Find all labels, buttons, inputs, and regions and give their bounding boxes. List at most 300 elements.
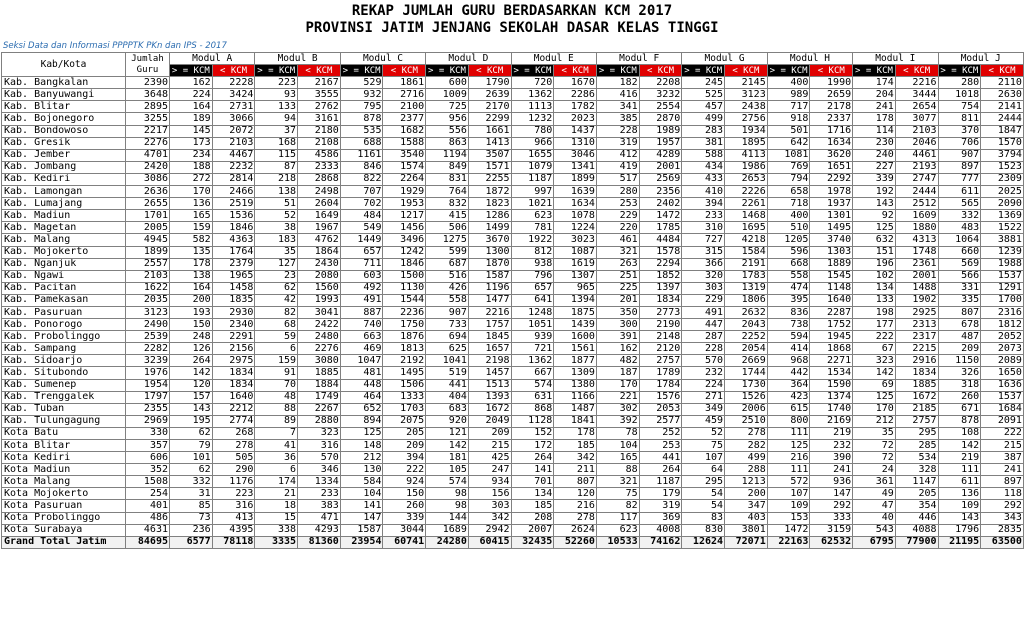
value-lt-kcm: 4762 [298,234,341,246]
value-lt-kcm: 290 [212,464,255,476]
value-ge-kcm: 832 [426,198,469,210]
value-lt-kcm: 120 [554,488,597,500]
header-ge-kcm: > = KCM [767,65,810,77]
value-ge-kcm: 448 [340,379,383,391]
value-ge-kcm: 701 [511,476,554,488]
value-ge-kcm: 350 [596,306,639,318]
value-lt-kcm: 1439 [554,319,597,331]
value-ge-kcm: 410 [682,186,725,198]
header-ge-kcm: > = KCM [255,65,298,77]
value-ge-kcm: 652 [340,403,383,415]
value-ge-kcm: 189 [170,113,213,125]
value-lt-kcm: 2287 [810,306,853,318]
value-ge-kcm: 125 [853,222,896,234]
value-lt-kcm: 2267 [298,403,341,415]
value-ge-kcm: 499 [682,113,725,125]
value-lt-kcm: 241 [981,464,1024,476]
grand-total-row [2,536,1024,548]
value-ge-kcm: 1275 [426,234,469,246]
value-lt-kcm: 2120 [639,343,682,355]
table-row [2,234,1024,246]
value-ge-kcm: 794 [767,173,810,185]
value-ge-kcm: 315 [682,246,725,258]
table-row [2,173,1024,185]
value-ge-kcm: 228 [596,125,639,137]
value-lt-kcm: 1885 [895,379,938,391]
value-lt-kcm: 1341 [554,161,597,173]
value-lt-kcm: 52260 [554,536,597,548]
region-name: Kab. Tuban [2,403,126,415]
value-lt-kcm: 150 [383,488,426,500]
value-lt-kcm: 2276 [298,343,341,355]
value-ge-kcm: 152 [511,427,554,439]
value-ge-kcm: 178 [853,113,896,125]
value-ge-kcm: 878 [340,113,383,125]
value-lt-kcm: 2286 [554,89,597,101]
value-ge-kcm: 170 [853,403,896,415]
value-ge-kcm: 938 [511,258,554,270]
value-ge-kcm: 800 [767,415,810,427]
value-lt-kcm: 2340 [212,319,255,331]
total-teachers: 330 [126,427,170,439]
value-ge-kcm: 725 [426,101,469,113]
value-lt-kcm: 2075 [383,415,426,427]
table-row [2,452,1024,464]
value-ge-kcm: 1922 [511,234,554,246]
value-lt-kcm: 1965 [212,270,255,282]
value-lt-kcm: 1310 [554,137,597,149]
value-ge-kcm: 1051 [511,319,554,331]
value-ge-kcm: 968 [767,355,810,367]
value-lt-kcm: 1307 [554,270,597,282]
value-lt-kcm: 1544 [383,294,426,306]
total-teachers: 2557 [126,258,170,270]
value-lt-kcm: 2299 [468,113,511,125]
value-ge-kcm: 18 [255,500,298,512]
value-lt-kcm: 2001 [895,270,938,282]
value-lt-kcm: 264 [639,464,682,476]
value-lt-kcm: 1301 [810,210,853,222]
value-ge-kcm: 487 [938,331,981,343]
value-lt-kcm: 1744 [725,367,768,379]
value-ge-kcm: 6 [255,343,298,355]
value-ge-kcm: 370 [938,125,981,137]
value-lt-kcm: 1456 [383,222,426,234]
value-lt-kcm: 2091 [981,415,1024,427]
value-lt-kcm: 4008 [639,524,682,536]
value-ge-kcm: 64 [682,464,725,476]
value-lt-kcm: 1499 [468,222,511,234]
value-ge-kcm: 738 [767,319,810,331]
value-ge-kcm: 878 [938,415,981,427]
value-lt-kcm: 1945 [810,331,853,343]
value-lt-kcm: 1374 [810,391,853,403]
value-lt-kcm: 1957 [639,137,682,149]
value-lt-kcm: 2773 [639,306,682,318]
value-ge-kcm: 506 [426,222,469,234]
value-ge-kcm: 111 [767,464,810,476]
value-ge-kcm: 822 [340,173,383,185]
value-lt-kcm: 4467 [212,149,255,161]
value-lt-kcm: 4113 [725,149,768,161]
value-lt-kcm: 1333 [383,391,426,403]
value-lt-kcm: 1812 [981,319,1024,331]
value-ge-kcm: 38 [255,222,298,234]
header-jumlah-guru: Jumlah Guru [126,53,170,77]
value-ge-kcm: 42 [255,294,298,306]
value-lt-kcm: 2023 [554,113,597,125]
value-lt-kcm: 3540 [383,149,426,161]
value-ge-kcm: 412 [596,149,639,161]
total-teachers: 2005 [126,222,170,234]
value-ge-kcm: 907 [426,306,469,318]
value-lt-kcm: 1978 [810,186,853,198]
value-ge-kcm: 1449 [340,234,383,246]
value-lt-kcm: 343 [981,512,1024,524]
value-lt-kcm: 1967 [298,222,341,234]
region-name: Kab. Sampang [2,343,126,355]
value-lt-kcm: 3046 [554,149,597,161]
total-teachers: 1622 [126,282,170,294]
value-lt-kcm: 1147 [895,476,938,488]
table-row [2,355,1024,367]
header-module-8: Modul I [853,53,938,65]
value-ge-kcm: 632 [853,234,896,246]
value-lt-kcm: 936 [810,476,853,488]
value-ge-kcm: 623 [511,210,554,222]
value-ge-kcm: 321 [596,246,639,258]
value-lt-kcm: 2191 [725,258,768,270]
value-ge-kcm: 558 [767,270,810,282]
value-ge-kcm: 23 [255,270,298,282]
total-teachers: 2895 [126,101,170,113]
value-ge-kcm: 6577 [170,536,213,548]
value-lt-kcm: 216 [554,500,597,512]
value-ge-kcm: 310 [682,222,725,234]
value-ge-kcm: 212 [340,452,383,464]
value-lt-kcm: 1286 [468,210,511,222]
value-ge-kcm: 222 [853,331,896,343]
value-ge-kcm: 419 [596,161,639,173]
value-lt-kcm: 2757 [895,415,938,427]
value-ge-kcm: 201 [596,294,639,306]
value-ge-kcm: 1041 [426,355,469,367]
value-lt-kcm: 2653 [725,173,768,185]
value-ge-kcm: 221 [596,391,639,403]
value-lt-kcm: 292 [981,500,1024,512]
header-module-1: Modul B [255,53,340,65]
value-lt-kcm: 316 [298,440,341,452]
value-lt-kcm: 1619 [554,258,597,270]
value-ge-kcm: 831 [426,173,469,185]
value-lt-kcm: 2624 [554,524,597,536]
value-ge-kcm: 939 [511,331,554,343]
value-lt-kcm: 3555 [298,89,341,101]
table-row [2,427,1024,439]
value-ge-kcm: 603 [340,270,383,282]
value-ge-kcm: 1018 [938,89,981,101]
value-ge-kcm: 887 [340,306,383,318]
value-ge-kcm: 192 [853,186,896,198]
value-ge-kcm: 164 [170,282,213,294]
value-lt-kcm: 1750 [383,319,426,331]
value-lt-kcm: 2072 [212,125,255,137]
value-ge-kcm: 125 [853,391,896,403]
value-ge-kcm: 228 [682,343,725,355]
value-lt-kcm: 2870 [639,113,682,125]
value-ge-kcm: 519 [426,367,469,379]
value-lt-kcm: 1885 [298,367,341,379]
value-ge-kcm: 23954 [340,536,383,548]
value-ge-kcm: 37 [255,125,298,137]
value-ge-kcm: 72 [853,440,896,452]
value-lt-kcm: 354 [895,500,938,512]
value-lt-kcm: 2333 [298,161,341,173]
value-ge-kcm: 1232 [511,113,554,125]
value-lt-kcm: 215 [468,440,511,452]
value-ge-kcm: 385 [596,113,639,125]
value-lt-kcm: 2156 [212,343,255,355]
value-ge-kcm: 657 [511,282,554,294]
value-ge-kcm: 24 [853,464,896,476]
table-row [2,403,1024,415]
value-lt-kcm: 1560 [298,282,341,294]
value-ge-kcm: 588 [682,149,725,161]
region-name: Kab. Bojonegoro [2,113,126,125]
value-lt-kcm: 2916 [895,355,938,367]
value-lt-kcm: 1834 [639,294,682,306]
value-ge-kcm: 6 [255,464,298,476]
value-lt-kcm: 1500 [383,270,426,282]
value-lt-kcm: 1852 [639,270,682,282]
value-lt-kcm: 1895 [725,137,768,149]
value-ge-kcm: 447 [682,319,725,331]
value-ge-kcm: 1689 [426,524,469,536]
value-lt-kcm: 156 [468,488,511,500]
value-lt-kcm: 209 [383,440,426,452]
total-teachers: 352 [126,464,170,476]
value-lt-kcm: 1576 [639,391,682,403]
header-lt-kcm: < KCM [895,65,938,77]
value-ge-kcm: 185 [511,500,554,512]
value-lt-kcm: 3159 [810,524,853,536]
value-lt-kcm: 342 [468,512,511,524]
value-ge-kcm: 248 [170,331,213,343]
value-lt-kcm: 2942 [468,524,511,536]
value-lt-kcm: 403 [725,512,768,524]
value-ge-kcm: 98 [426,500,469,512]
value-ge-kcm: 105 [426,464,469,476]
value-lt-kcm: 1872 [468,186,511,198]
value-lt-kcm: 2554 [639,101,682,113]
value-ge-kcm: 966 [511,137,554,149]
value-lt-kcm: 2480 [298,331,341,343]
value-ge-kcm: 339 [853,173,896,185]
value-lt-kcm: 1757 [468,319,511,331]
value-ge-kcm: 754 [938,101,981,113]
value-ge-kcm: 52 [682,427,725,439]
value-ge-kcm: 740 [340,319,383,331]
value-ge-kcm: 225 [596,282,639,294]
value-ge-kcm: 416 [596,89,639,101]
value-lt-kcm: 1834 [212,379,255,391]
region-name: Kab. Blitar [2,101,126,113]
page-subtitle: PROVINSI JATIM JENJANG SEKOLAH DASAR KELAS TINGGI [305,20,719,36]
value-ge-kcm: 224 [682,379,725,391]
value-ge-kcm: 897 [938,161,981,173]
total-teachers: 2035 [126,294,170,306]
value-lt-kcm: 1989 [639,125,682,137]
value-ge-kcm: 51 [255,198,298,210]
value-ge-kcm: 1472 [767,524,810,536]
value-ge-kcm: 1187 [511,173,554,185]
value-lt-kcm: 394 [383,452,426,464]
value-ge-kcm: 1161 [340,149,383,161]
value-lt-kcm: 2774 [212,415,255,427]
value-ge-kcm: 170 [596,379,639,391]
total-teachers: 2390 [126,77,170,89]
value-lt-kcm: 3670 [468,234,511,246]
value-lt-kcm: 2226 [725,186,768,198]
region-name: Kab. Gresik [2,137,126,149]
value-ge-kcm: 720 [511,77,554,89]
header-module-0: Modul A [170,53,255,65]
value-lt-kcm: 2089 [981,355,1024,367]
region-name: Kab. Bondowoso [2,125,126,137]
value-lt-kcm: 1670 [554,77,597,89]
value-ge-kcm: 15 [255,512,298,524]
value-lt-kcm: 1953 [383,198,426,210]
total-teachers: 3123 [126,306,170,318]
region-name: Kab. Pamekasan [2,294,126,306]
value-ge-kcm: 147 [340,512,383,524]
value-lt-kcm: 383 [298,500,341,512]
value-lt-kcm: 1783 [725,270,768,282]
region-name: Kota Kediri [2,452,126,464]
table-body [2,77,1024,549]
value-lt-kcm: 2356 [639,186,682,198]
table-row [2,101,1024,113]
value-lt-kcm: 1864 [298,246,341,258]
value-lt-kcm: 319 [639,500,682,512]
value-ge-kcm: 1362 [511,89,554,101]
value-ge-kcm: 623 [596,524,639,536]
value-ge-kcm: 114 [853,125,896,137]
value-lt-kcm: 2577 [639,415,682,427]
value-ge-kcm: 144 [426,512,469,524]
value-lt-kcm: 965 [554,282,597,294]
region-name: Kota Blitar [2,440,126,452]
value-lt-kcm: 346 [298,464,341,476]
table-row [2,125,1024,137]
value-lt-kcm: 2716 [383,89,426,101]
value-lt-kcm: 60415 [468,536,511,548]
total-teachers: 2636 [126,186,170,198]
value-lt-kcm: 2212 [212,403,255,415]
value-lt-kcm: 2049 [468,415,511,427]
value-ge-kcm: 364 [767,379,810,391]
value-ge-kcm: 907 [938,149,981,161]
value-lt-kcm: 1545 [810,270,853,282]
value-lt-kcm: 425 [468,452,511,464]
value-ge-kcm: 162 [596,343,639,355]
value-lt-kcm: 2108 [298,137,341,149]
value-ge-kcm: 711 [340,258,383,270]
value-ge-kcm: 35 [255,246,298,258]
value-ge-kcm: 54 [682,488,725,500]
value-ge-kcm: 157 [170,391,213,403]
value-ge-kcm: 830 [682,524,725,536]
value-ge-kcm: 295 [682,476,725,488]
value-lt-kcm: 1661 [468,125,511,137]
value-lt-kcm: 1730 [725,379,768,391]
value-lt-kcm: 2052 [981,331,1024,343]
value-lt-kcm: 1835 [212,294,255,306]
value-ge-kcm: 1362 [511,355,554,367]
value-ge-kcm: 107 [767,488,810,500]
value-lt-kcm: 2264 [383,173,426,185]
value-lt-kcm: 2569 [639,173,682,185]
value-ge-kcm: 868 [511,403,554,415]
value-lt-kcm: 178 [554,427,597,439]
value-ge-kcm: 234 [170,149,213,161]
value-ge-kcm: 846 [340,161,383,173]
value-lt-kcm: 2498 [298,186,341,198]
value-ge-kcm: 303 [682,282,725,294]
region-name: Kab. Mojokerto [2,246,126,258]
value-ge-kcm: 517 [596,173,639,185]
value-ge-kcm: 109 [767,500,810,512]
value-lt-kcm: 2190 [639,319,682,331]
value-lt-kcm: 2170 [468,101,511,113]
value-ge-kcm: 1150 [938,355,981,367]
value-ge-kcm: 223 [255,77,298,89]
value-lt-kcm: 232 [810,440,853,452]
value-lt-kcm: 253 [639,440,682,452]
total-teachers: 3239 [126,355,170,367]
header-lt-kcm: < KCM [298,65,341,77]
value-lt-kcm: 2632 [725,306,768,318]
value-lt-kcm: 2001 [639,161,682,173]
value-ge-kcm: 174 [255,476,298,488]
value-ge-kcm: 707 [340,186,383,198]
region-name: Kab. Malang [2,234,126,246]
value-ge-kcm: 599 [426,246,469,258]
value-lt-kcm: 1640 [212,391,255,403]
value-lt-kcm: 3023 [554,234,597,246]
value-lt-kcm: 1488 [895,282,938,294]
value-lt-kcm: 1437 [554,125,597,137]
value-ge-kcm: 341 [596,101,639,113]
value-lt-kcm: 3232 [639,89,682,101]
header-ge-kcm: > = KCM [170,65,213,77]
value-lt-kcm: 2236 [383,306,426,318]
header-kab-kota: Kab/Kota [2,53,126,77]
value-lt-kcm: 1682 [383,125,426,137]
value-ge-kcm: 75 [682,440,725,452]
value-lt-kcm: 2868 [298,173,341,185]
value-lt-kcm: 1571 [468,161,511,173]
value-lt-kcm: 3044 [383,524,426,536]
value-ge-kcm: 117 [596,512,639,524]
value-lt-kcm: 2185 [895,403,938,415]
value-lt-kcm: 2757 [639,355,682,367]
value-lt-kcm: 3041 [298,306,341,318]
value-ge-kcm: 611 [938,186,981,198]
value-lt-kcm: 4293 [298,524,341,536]
region-name: Kab. Sidoarjo [2,355,126,367]
value-ge-kcm: 400 [767,210,810,222]
